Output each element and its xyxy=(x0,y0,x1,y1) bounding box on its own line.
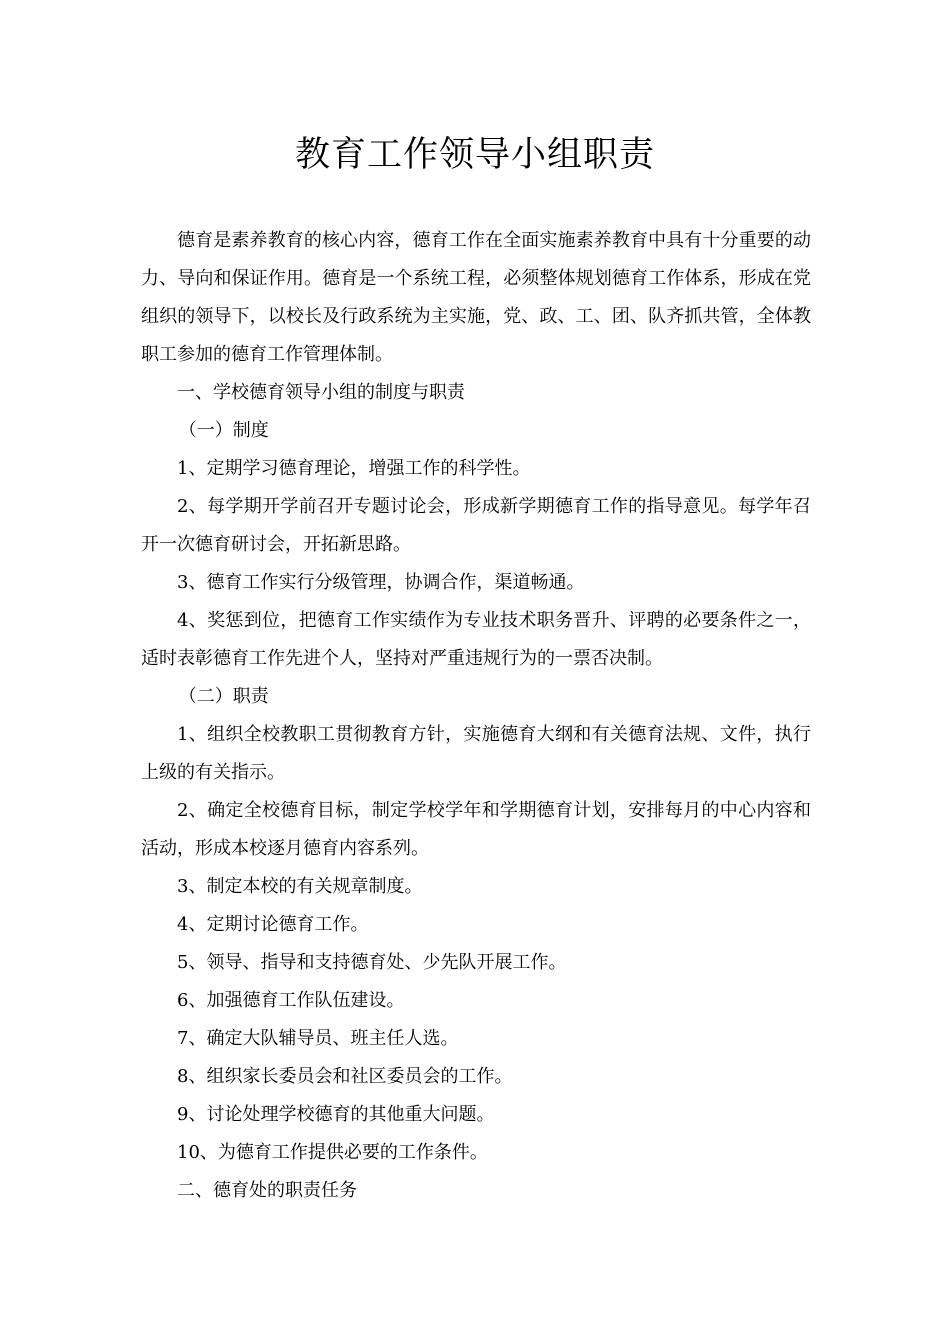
duty-item-8: 8、组织家长委员会和社区委员会的工作。 xyxy=(177,1066,513,1087)
duty-item-1: 1、组织全校教职工贯彻教育方针，实施德育大纲和有关德育法规、文件，执行上级的有关指示。 xyxy=(141,724,811,783)
duty-item-3: 3、制定本校的有关规章制度。 xyxy=(177,876,423,897)
section-heading-2: 二、德育处的职责任务 xyxy=(177,1180,357,1201)
rule-item-2: 2、每学期开学前召开专题讨论会，形成新学期德育工作的指导意见。每学年召开一次德育研讨会，开拓新思路。 xyxy=(141,496,811,555)
duty-item-2: 2、确定全校德育目标，制定学校学年和学期德育计划，安排每月的中心内容和活动，形成本校逐月德育内容系列。 xyxy=(141,800,811,859)
duty-item-5: 5、领导、指导和支持德育处、少先队开展工作。 xyxy=(177,952,567,973)
page-title: 教育工作领导小组职责 xyxy=(294,135,655,175)
rule-item-4: 4、奖惩到位，把德育工作实绩作为专业技术职务晋升、评聘的必要条件之一，适时表彰德育工作先进个人，坚持对严重违规行为的一票否决制。 xyxy=(141,610,811,669)
subsection-heading-duties: （二）职责 xyxy=(178,686,269,707)
intro-paragraph: 德育是素养教育的核心内容，德育工作在全面实施素养教育中具有十分重要的动力、导向和保证作用。德育是一个系统工程，必须整体规划德育工作体系，形成在党组织的领导下，以校长及行政系统为主实施，党、政、工、团、队齐抓共管，全体教职工参加的德育工作管理体制。 xyxy=(141,230,811,365)
rule-item-1: 1、定期学习德育理论，增强工作的科学性。 xyxy=(177,458,531,479)
subsection-heading-rules: （一）制度 xyxy=(178,420,269,441)
duty-item-4: 4、定期讨论德育工作。 xyxy=(177,914,369,935)
section-heading-1: 一、学校德育领导小组的制度与职责 xyxy=(177,382,465,403)
duty-item-9: 9、讨论处理学校德育的其他重大问题。 xyxy=(177,1104,495,1125)
duty-item-10: 10、为德育工作提供必要的工作条件。 xyxy=(177,1142,488,1163)
duty-item-7: 7、确定大队辅导员、班主任人选。 xyxy=(177,1028,459,1049)
document-body xyxy=(141,222,811,1210)
rule-item-3: 3、德育工作实行分级管理，协调合作，渠道畅通。 xyxy=(177,572,585,593)
duty-item-6: 6、加强德育工作队伍建设。 xyxy=(177,990,405,1011)
